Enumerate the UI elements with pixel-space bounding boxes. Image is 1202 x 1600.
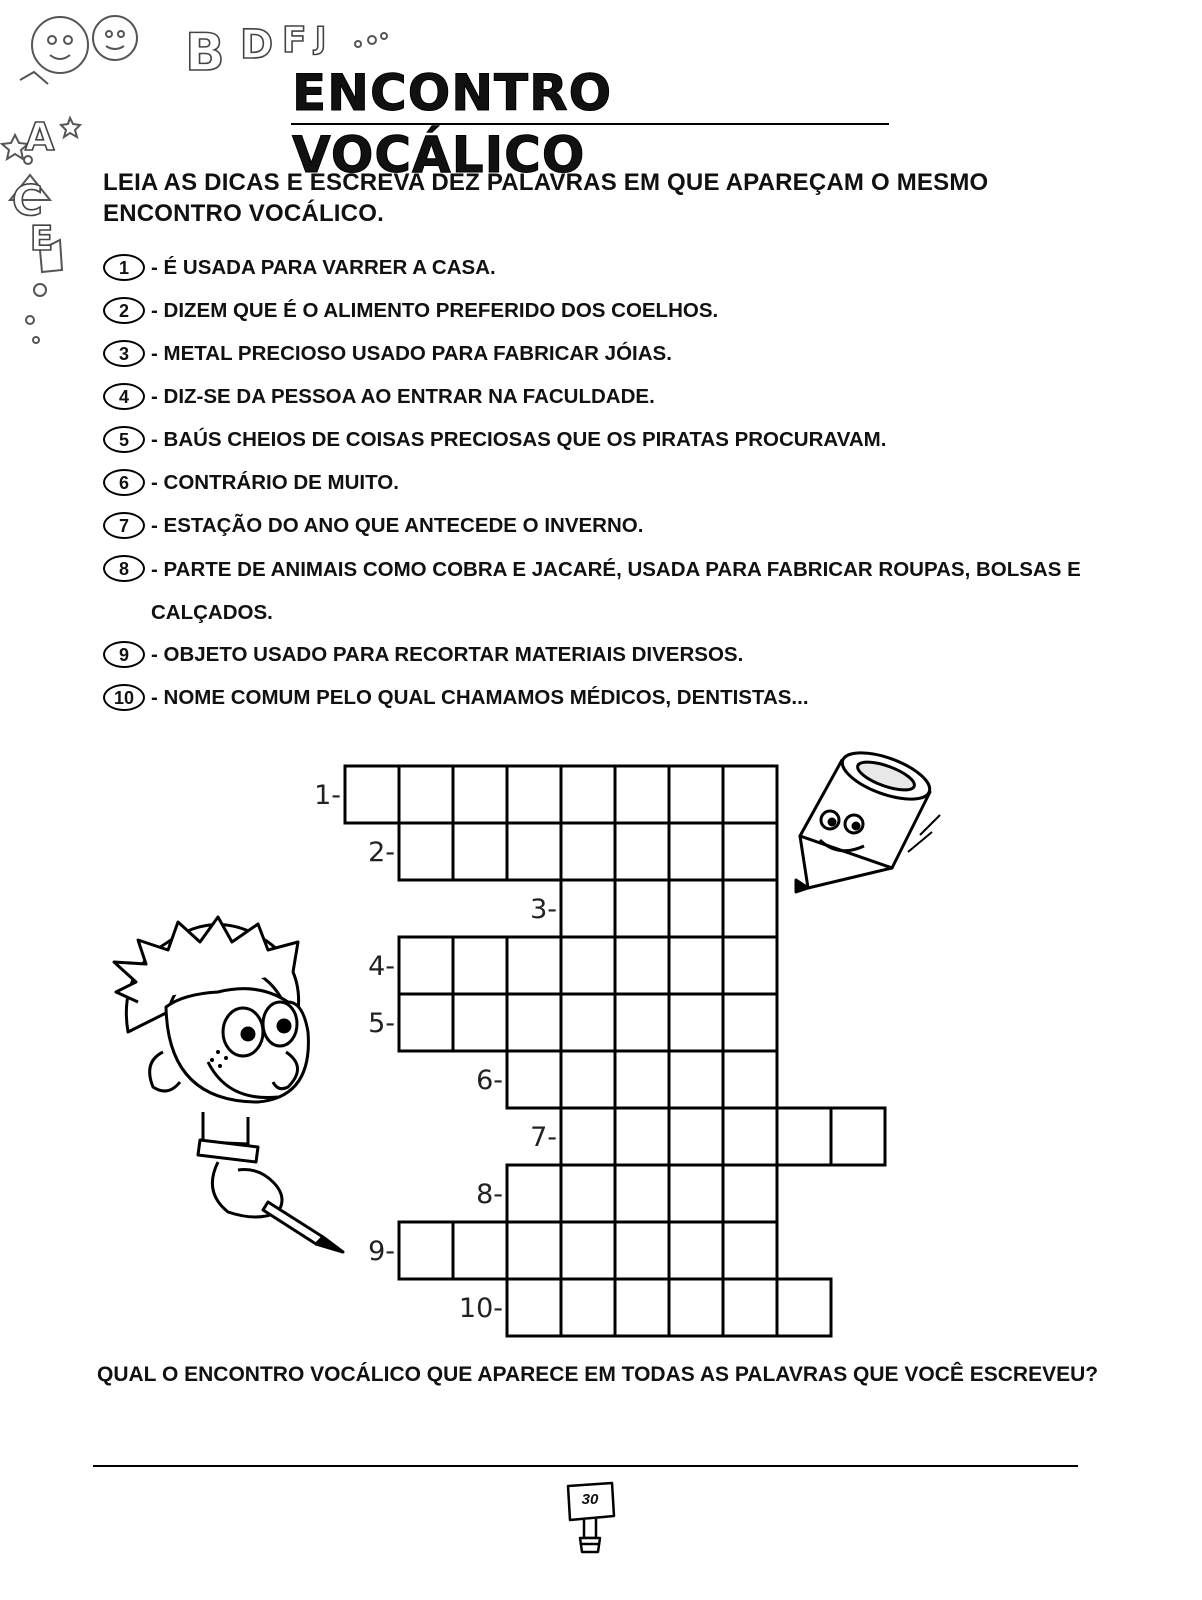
crossword-cell[interactable] <box>831 1108 885 1165</box>
clue-number-badge: 2 <box>103 297 145 324</box>
crossword-row-label: 1- <box>314 780 341 811</box>
crossword-cell[interactable] <box>723 1165 777 1222</box>
clue-text: - BAÚS CHEIOS DE COISAS PRECIOSAS QUE OS PIRATAS PROCURAVAM. <box>151 428 887 451</box>
crossword-cell[interactable] <box>615 1108 669 1165</box>
crossword-cell[interactable] <box>615 1051 669 1108</box>
clue-text: - PARTE DE ANIMAIS COMO COBRA E JACARÉ, USADA PARA FABRICAR ROUPAS, BOLSAS E CALÇADOS. <box>151 558 1081 624</box>
crossword-row-label: 2- <box>368 837 395 868</box>
crossword-cell[interactable] <box>615 880 669 937</box>
crossword-cell[interactable] <box>561 1051 615 1108</box>
letter-a-decoration: A <box>25 115 55 159</box>
crossword-row-label: 9- <box>368 1236 395 1267</box>
crossword-cell[interactable] <box>507 766 561 823</box>
clue-number-badge: 8 <box>103 555 145 582</box>
page-title: ENCONTRO VOCÁLICO <box>292 64 613 184</box>
answer-line[interactable] <box>93 1465 1078 1467</box>
crossword-cell[interactable] <box>561 1279 615 1336</box>
crossword-cell[interactable] <box>615 937 669 994</box>
crossword-cell[interactable] <box>453 994 507 1051</box>
question-text: QUAL O ENCONTRO VOCÁLICO QUE APARECE EM TODAS AS PALAVRAS QUE VOCÊ ESCREVEU? <box>97 1363 1099 1386</box>
crossword-cell[interactable] <box>669 1279 723 1336</box>
crossword-cell[interactable] <box>345 766 399 823</box>
crossword-cell[interactable] <box>669 1165 723 1222</box>
clue-number-badge: 3 <box>103 340 145 367</box>
crossword-cell[interactable] <box>399 823 453 880</box>
crossword-cell[interactable] <box>561 823 615 880</box>
crossword-cell[interactable] <box>561 766 615 823</box>
clue-text: - OBJETO USADO PARA RECORTAR MATERIAIS DIVERSOS. <box>151 643 744 666</box>
crossword-cell[interactable] <box>453 1222 507 1279</box>
crossword-cell[interactable] <box>723 994 777 1051</box>
crossword-row-label: 7- <box>530 1122 557 1153</box>
crossword-cell[interactable] <box>453 823 507 880</box>
letter-e-decoration: E <box>30 219 54 259</box>
crossword-cell[interactable] <box>399 1222 453 1279</box>
crossword-cell[interactable] <box>723 766 777 823</box>
crossword-row-label: 3- <box>530 894 557 925</box>
crossword-cell[interactable] <box>615 823 669 880</box>
crossword-row-label: 4- <box>368 951 395 982</box>
crossword-cell[interactable] <box>561 1165 615 1222</box>
crossword-cell[interactable] <box>723 880 777 937</box>
crossword-cell[interactable] <box>561 880 615 937</box>
crossword-row-label: 6- <box>476 1065 503 1096</box>
crossword-cell[interactable] <box>723 1051 777 1108</box>
crossword-cell[interactable] <box>723 823 777 880</box>
crossword-cell[interactable] <box>777 1279 831 1336</box>
crossword-cell[interactable] <box>507 1222 561 1279</box>
crossword-cell[interactable] <box>615 1222 669 1279</box>
clue-text: - DIZ-SE DA PESSOA AO ENTRAR NA FACULDADE. <box>151 385 655 408</box>
letter-d-decoration: D <box>240 22 274 68</box>
page-number: 30 <box>581 1491 599 1508</box>
crossword-cell[interactable] <box>669 937 723 994</box>
crossword-cell[interactable] <box>507 937 561 994</box>
crossword-cell[interactable] <box>723 1279 777 1336</box>
crossword-cell[interactable] <box>561 994 615 1051</box>
crossword-row-label: 5- <box>368 1008 395 1039</box>
crossword-cell[interactable] <box>507 994 561 1051</box>
clue-number-badge: 7 <box>103 512 145 539</box>
crossword-cell[interactable] <box>615 1165 669 1222</box>
crossword-cell[interactable] <box>507 1051 561 1108</box>
letter-j-decoration: J <box>315 21 327 56</box>
crossword-cell[interactable] <box>723 1222 777 1279</box>
crossword-cell[interactable] <box>723 1108 777 1165</box>
clue-text: - METAL PRECIOSO USADO PARA FABRICAR JÓIAS. <box>151 342 672 365</box>
crossword-cell[interactable] <box>723 937 777 994</box>
letter-f-decoration: F <box>282 20 307 61</box>
crossword-cell[interactable] <box>507 1165 561 1222</box>
crossword-cell[interactable] <box>561 1108 615 1165</box>
crossword-cell[interactable] <box>615 766 669 823</box>
clue-text: - NOME COMUM PELO QUAL CHAMAMOS MÉDICOS, DENTISTAS... <box>151 686 809 709</box>
crossword-row-label: 10- <box>458 1293 503 1324</box>
crossword-cell[interactable] <box>615 994 669 1051</box>
crossword-cell[interactable] <box>669 1051 723 1108</box>
clue-number-badge: 9 <box>103 641 145 668</box>
clue-text: - DIZEM QUE É O ALIMENTO PREFERIDO DOS COELHOS. <box>151 299 719 322</box>
crossword-cell[interactable] <box>615 1279 669 1336</box>
crossword-cell[interactable] <box>453 937 507 994</box>
clue-text: - É USADA PARA VARRER A CASA. <box>151 256 496 279</box>
clue-number-badge: 4 <box>103 383 145 410</box>
crossword-cell[interactable] <box>399 937 453 994</box>
crossword-cell[interactable] <box>669 994 723 1051</box>
clue-number-badge: 1 <box>103 254 145 281</box>
letter-c-decoration: C <box>12 176 43 225</box>
crossword-cell[interactable] <box>777 1108 831 1165</box>
letter-b-decoration: B <box>185 23 225 83</box>
crossword-cell[interactable] <box>453 766 507 823</box>
crossword-cell[interactable] <box>507 1279 561 1336</box>
instruction-text: LEIA AS DICAS E ESCREVA DEZ PALAVRAS EM QUE APAREÇAM O MESMO ENCONTRO VOCÁLICO. <box>103 169 989 227</box>
crossword-cell[interactable] <box>399 994 453 1051</box>
clue-number-badge: 10 <box>103 684 145 711</box>
clue-text: - CONTRÁRIO DE MUITO. <box>151 471 399 494</box>
crossword-row-label: 8- <box>476 1179 503 1210</box>
crossword-cell[interactable] <box>399 766 453 823</box>
page-number-badge <box>562 1478 618 1560</box>
crossword-cell[interactable] <box>669 823 723 880</box>
crossword-cell[interactable] <box>507 823 561 880</box>
crossword-cell[interactable] <box>561 1222 615 1279</box>
clue-text: - ESTAÇÃO DO ANO QUE ANTECEDE O INVERNO. <box>151 514 644 537</box>
boy-character-illustration <box>108 912 358 1262</box>
clue-number-badge: 6 <box>103 469 145 496</box>
pencil-character-illustration <box>780 740 950 900</box>
crossword-cell[interactable] <box>669 1108 723 1165</box>
clue-number-badge: 5 <box>103 426 145 453</box>
crossword-cell[interactable] <box>561 937 615 994</box>
crossword-cell[interactable] <box>669 766 723 823</box>
crossword-cell[interactable] <box>669 880 723 937</box>
crossword-cell[interactable] <box>669 1222 723 1279</box>
